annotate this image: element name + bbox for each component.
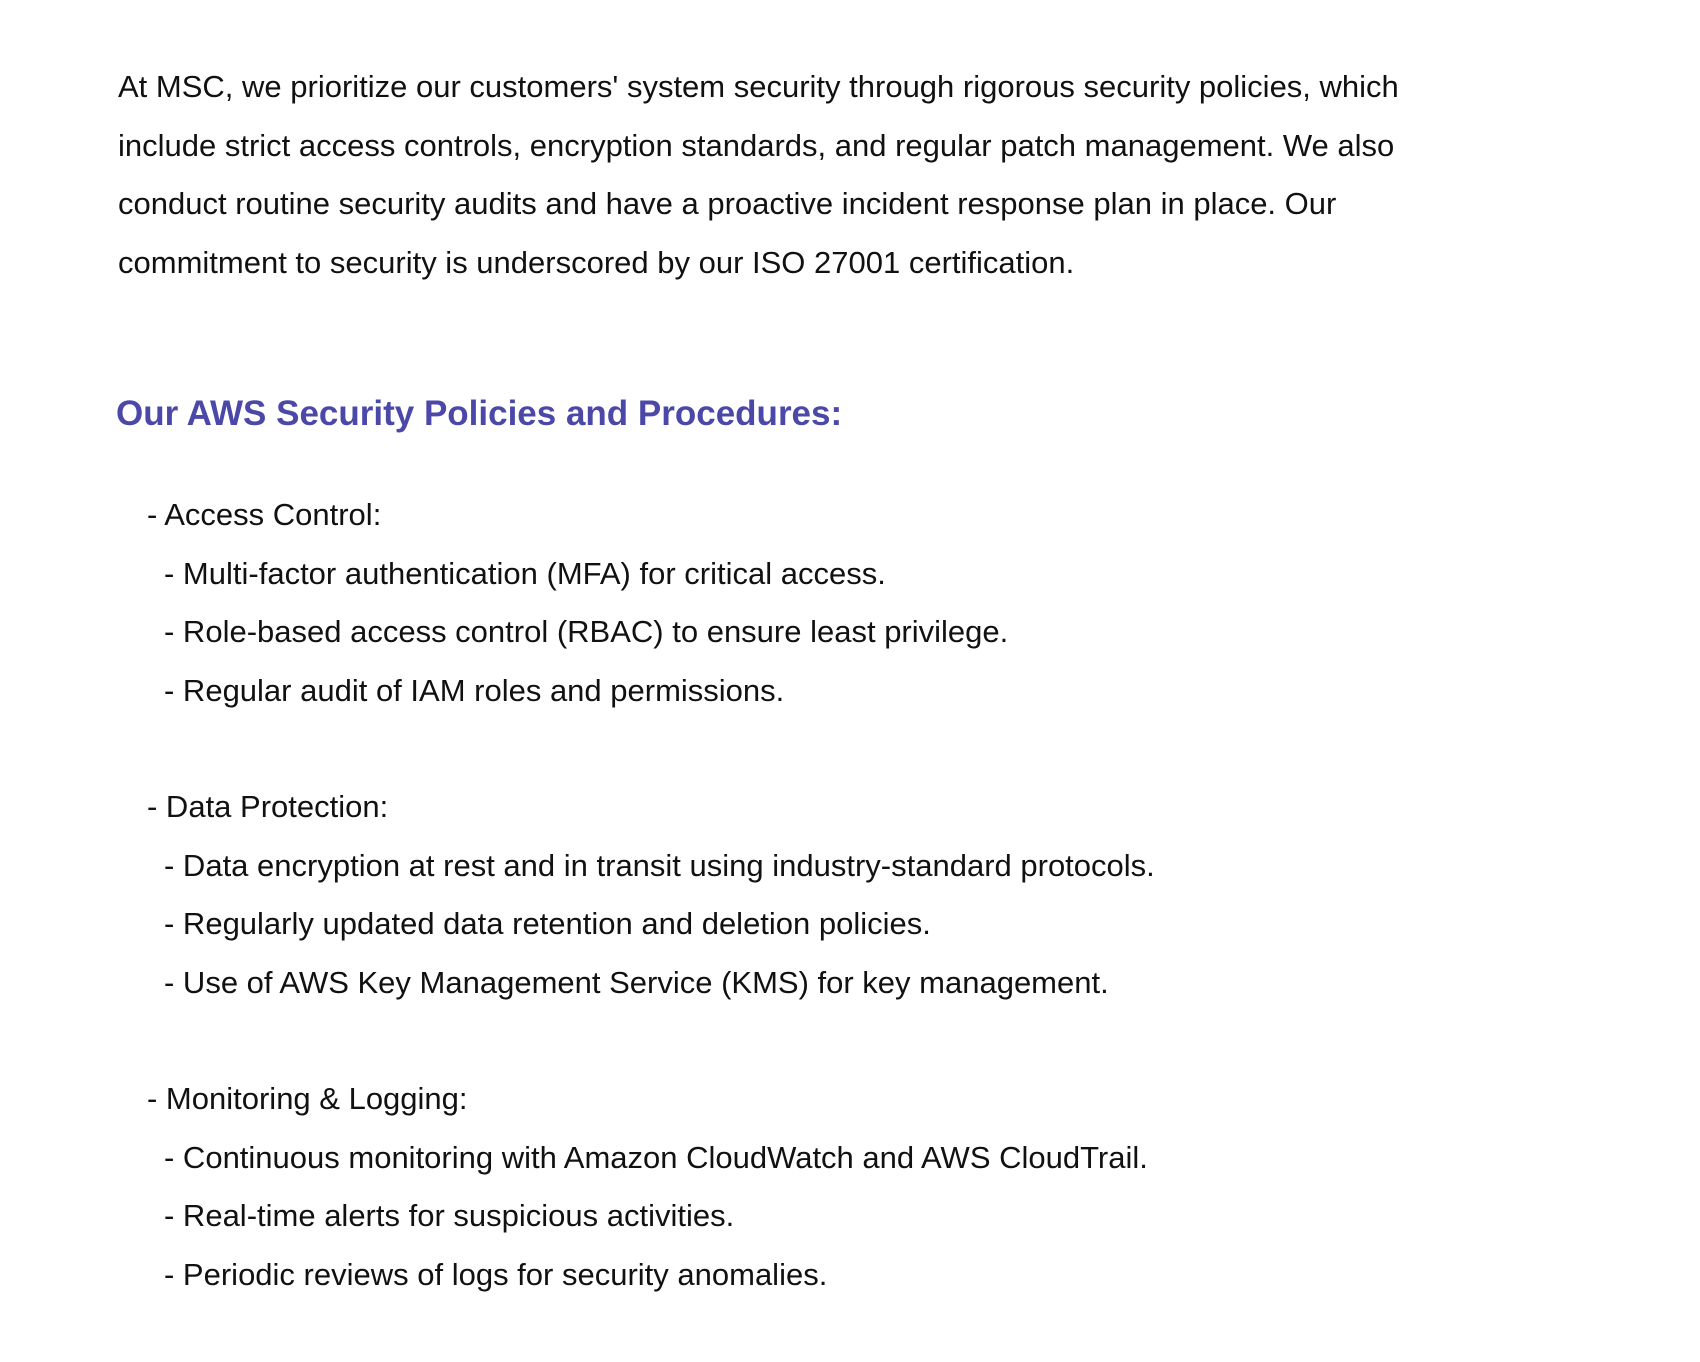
policy-section-data-protection	[118, 778, 1418, 1012]
list-item: - Periodic reviews of logs for security anomalies.	[164, 1256, 828, 1292]
section-heading: Our AWS Security Policies and Procedures:	[116, 394, 843, 433]
section-title: - Access Control:	[147, 497, 382, 532]
section-title: - Monitoring & Logging:	[147, 1081, 468, 1116]
section-title: - Data Protection:	[147, 789, 389, 824]
policy-sections	[118, 486, 1418, 1362]
list-item: - Use of AWS Key Management Service (KMS) for key management.	[164, 964, 1109, 1000]
list-item: - Multi-factor authentication (MFA) for critical access.	[164, 555, 886, 591]
list-item: - Regular audit of IAM roles and permissions.	[164, 672, 785, 708]
list-item: - Role-based access control (RBAC) to ensure least privilege.	[164, 614, 1009, 649]
list-item: - Continuous monitoring with Amazon CloudWatch and AWS CloudTrail.	[164, 1139, 1148, 1175]
policy-section-monitoring-logging	[118, 1070, 1418, 1304]
intro-paragraph: At MSC, we prioritize our customers' system security through rigorous security policies, which include strict access controls, encryption standards, and regular patch management. We also conduct routine security audits and have a proactive incident response plan in place. Our commitment to security is underscored by our ISO 27001 certification.	[118, 69, 1399, 280]
policy-section-access-control	[118, 486, 1418, 720]
list-item: - Data encryption at rest and in transit using industry-standard protocols.	[164, 847, 1155, 883]
document-page	[116, 58, 1418, 1292]
list-item: - Regularly updated data retention and deletion policies.	[164, 906, 931, 941]
list-item: - Real-time alerts for suspicious activities.	[164, 1198, 735, 1233]
